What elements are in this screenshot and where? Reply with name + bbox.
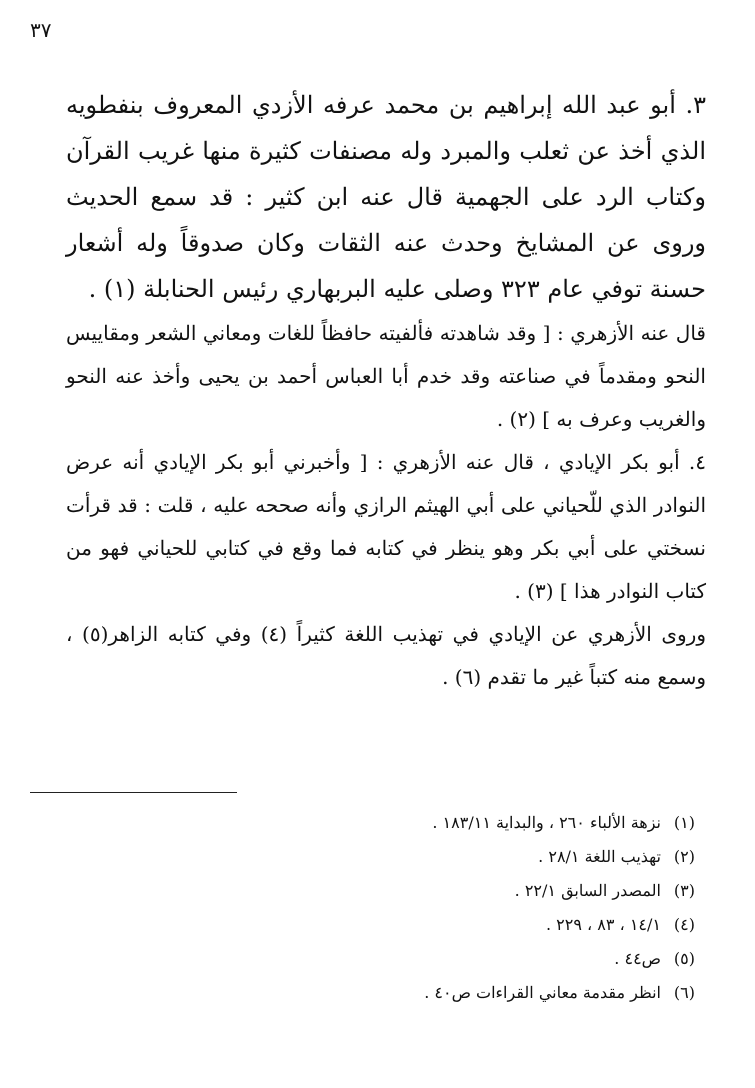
footnote-separator	[30, 792, 237, 793]
page-number: ٣٧	[30, 18, 52, 42]
footnote-text: تهذيب اللغة ٢٨/١ .	[538, 847, 661, 866]
paragraph-iyadi-narration: وروى الأزهري عن الإيادي في تهذيب اللغة كثيراً (٤) وفي كتابه الزاهر(٥) ، وسمع منه كتباً غير ما تقدم (٦) .	[66, 622, 706, 689]
footnote-number: (٥)	[673, 949, 695, 968]
footnote-number: (٤)	[673, 915, 695, 934]
main-text	[66, 82, 706, 699]
paragraph-azhari-quote-1: قال عنه الأزهري : [ وقد شاهدته فألفيته حافظاً للغات ومعاني الشعر ومقاييس النحو ومقدماً في صناعته وقد خدم أبا العباس أحمد بن يحيى وأخذ عنه النحو والغريب وعرف به ] (٢) .	[66, 321, 706, 431]
footnote-number: (٦)	[673, 983, 695, 1002]
footnote-1	[55, 806, 695, 840]
footnote-number: (٣)	[673, 881, 695, 900]
footnote-5	[55, 942, 695, 976]
footnote-text: انظر مقدمة معاني القراءات ص٤٠ .	[424, 983, 661, 1002]
footnote-4	[55, 908, 695, 942]
footnote-number: (١)	[673, 813, 695, 832]
paragraph-iyadi: ٤. أبو بكر الإيادي ، قال عنه الأزهري : [ وأخبرني أبو بكر الإيادي أنه عرض النوادر الذي للّحياني على أبي الهيثم الرازي وأنه صححه عليه ، قلت : قد قرأت نسختي على أبي بكر وهو ينظر في كتابه فما وقع في كتابي للحياني فهو من كتاب النوادر هذا ] (٣) .	[66, 450, 706, 603]
footnote-6	[55, 976, 695, 1010]
footnote-text: المصدر السابق ٢٢/١ .	[514, 881, 661, 900]
paragraph-nafatawayh: ٣. أبو عبد الله إبراهيم بن محمد عرفه الأزدي المعروف بنفطويه الذي أخذ عن ثعلب والمبرد وله مصنفات كثيرة منها غريب القرآن وكتاب الرد على الجهمية قال عنه ابن كثير : قد سمع الحديث وروى عن المشايخ وحدث عنه الثقات وكان صدوقاً وله أشعار حسنة توفي عام ٣٢٣ وصلى عليه البربهاري رئيس الحنابلة (١) .	[66, 91, 706, 303]
footnote-2	[55, 840, 695, 874]
footnote-3	[55, 874, 695, 908]
footnote-text: ١٤/١ ، ٨٣ ، ٢٢٩ .	[546, 915, 661, 934]
footnote-number: (٢)	[673, 847, 695, 866]
footnote-text: ص٤٤ .	[614, 949, 661, 968]
footnote-text: نزهة الألباء ٢٦٠ ، والبداية ١٨٣/١١ .	[432, 813, 661, 832]
footnotes	[55, 806, 695, 1010]
